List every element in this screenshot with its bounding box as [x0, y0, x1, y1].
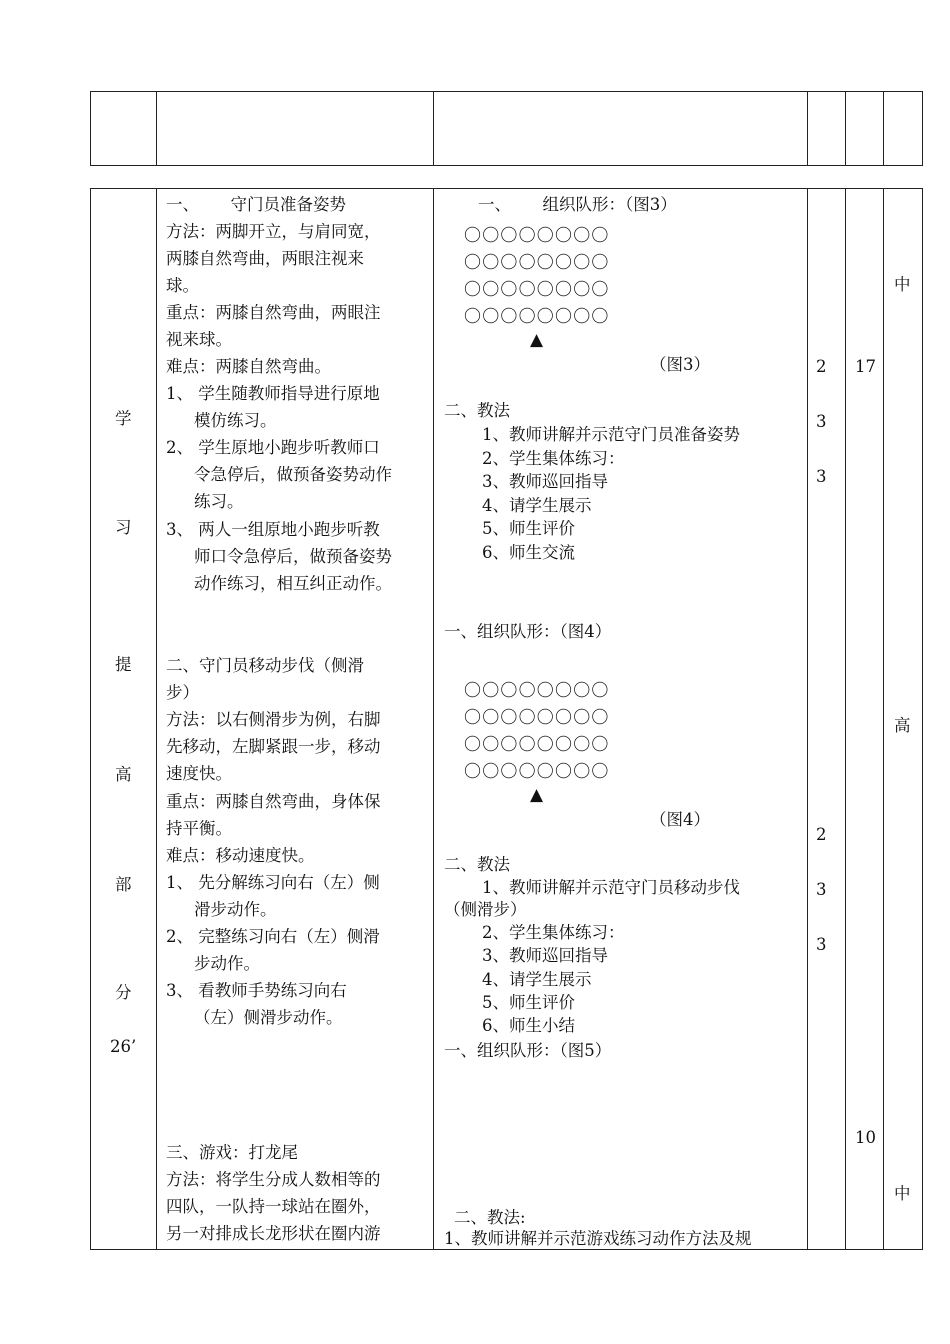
method1-line: 2、学生集体练习： — [482, 449, 625, 468]
method2-line: 1、教师讲解并示范守门员移动步伐 — [482, 878, 740, 897]
intensity-value: 中 — [894, 275, 911, 294]
section-char: 部 — [115, 875, 132, 894]
formation2-row: 〇〇〇〇〇〇〇〇 — [464, 681, 610, 701]
item1-line: 动作练习，相互纠正动作。 — [194, 574, 392, 593]
col-divider — [883, 189, 884, 1249]
item2-line: 步） — [166, 683, 199, 702]
method1-line: 1、教师讲解并示范守门员准备姿势 — [482, 425, 740, 444]
item2-line: 2、 完整练习向右（左）侧滑 — [166, 927, 380, 946]
method3-title: 二、教法: — [454, 1208, 526, 1227]
top-col-divider — [883, 92, 884, 165]
col-divider — [433, 189, 434, 1249]
item2-line: 1、 先分解练习向右（左）侧 — [166, 873, 380, 892]
formation2-caption: （图4） — [650, 810, 710, 829]
formation1-row: 〇〇〇〇〇〇〇〇 — [464, 307, 610, 327]
section-char: 提 — [115, 655, 132, 674]
intensity-value: 中 — [894, 1184, 911, 1203]
item2-line: 步动作。 — [194, 954, 260, 973]
item2-line: 速度快。 — [166, 764, 232, 783]
formation2-row: 〇〇〇〇〇〇〇〇 — [464, 708, 610, 728]
item1-line: 1、 学生随教师指导进行原地 — [166, 384, 380, 403]
method2-line: 5、师生评价 — [482, 993, 575, 1012]
intensity-value: 高 — [894, 716, 911, 735]
method2-line: 4、请学生展示 — [482, 970, 592, 989]
method2-title: 二、教法 — [444, 855, 510, 874]
method2-line: （侧滑步） — [444, 900, 527, 919]
formation3-title: 一、组织队形：（图5） — [444, 1041, 612, 1060]
teacher-marker-icon: ▲ — [530, 785, 544, 805]
formation1-row: 〇〇〇〇〇〇〇〇 — [464, 253, 610, 273]
item1-title: 一、 守门员准备姿势 — [166, 195, 346, 214]
top-col-divider — [156, 92, 157, 165]
count-value: 2 — [816, 357, 827, 376]
teacher-marker-icon: ▲ — [530, 330, 544, 350]
item3-line: 方法：将学生分成人数相等的 — [166, 1170, 381, 1189]
count-value: 3 — [816, 467, 827, 486]
item1-line: 3、 两人一组原地小跑步听教 — [166, 520, 380, 539]
count-value: 2 — [816, 825, 827, 844]
formation1-title: 一、 组织队形：（图3） — [478, 195, 677, 214]
formation1-row: 〇〇〇〇〇〇〇〇 — [464, 226, 610, 246]
formation2-row: 〇〇〇〇〇〇〇〇 — [464, 735, 610, 755]
method1-line: 5、师生评价 — [482, 519, 575, 538]
method2-line: 3、教师巡回指导 — [482, 946, 608, 965]
item3-line: 四队，一队持一球站在圈外， — [166, 1197, 381, 1216]
section-char: 高 — [115, 765, 132, 784]
item1-line: 视来球。 — [166, 330, 232, 349]
item1-line: 重点：两膝自然弯曲，两眼注 — [166, 303, 381, 322]
top-col-divider — [807, 92, 808, 165]
item1-line: 2、 学生原地小跑步听教师口 — [166, 438, 380, 457]
count-value: 3 — [816, 412, 827, 431]
section-char: 习 — [115, 518, 132, 537]
method2-line: 2、学生集体练习： — [482, 923, 625, 942]
item1-line: 两膝自然弯曲，两眼注视来 — [166, 249, 364, 268]
formation1-caption: （图3） — [650, 355, 710, 374]
item1-line: 令急停后，做预备姿势动作 — [194, 465, 392, 484]
time-value: 17 — [855, 357, 876, 376]
col-divider — [807, 189, 808, 1249]
item1-line: 方法：两脚开立，与肩同宽， — [166, 222, 381, 241]
item2-line: 方法：以右侧滑步为例，右脚 — [166, 710, 381, 729]
col-divider — [845, 189, 846, 1249]
method3-line: 1、教师讲解并示范游戏练习动作方法及规 — [444, 1229, 752, 1248]
item3-title: 三、游戏：打龙尾 — [166, 1143, 298, 1162]
section-char: 分 — [115, 983, 132, 1002]
item3-line: 另一对排成长龙形状在圈内游 — [166, 1224, 381, 1243]
top-col-divider — [845, 92, 846, 165]
time-value: 10 — [855, 1128, 876, 1147]
method1-line: 4、请学生展示 — [482, 496, 592, 515]
item2-line: 滑步动作。 — [194, 900, 277, 919]
formation2-row: 〇〇〇〇〇〇〇〇 — [464, 762, 610, 782]
item2-line: 3、 看教师手势练习向右 — [166, 981, 347, 1000]
item2-line: （左）侧滑步动作。 — [194, 1008, 343, 1027]
section-duration: 26’ — [110, 1037, 137, 1056]
item2-line: 重点：两膝自然弯曲，身体保 — [166, 792, 381, 811]
item2-title: 二、守门员移动步伐（侧滑 — [166, 656, 364, 675]
item2-line: 难点：移动速度快。 — [166, 846, 315, 865]
method1-line: 6、师生交流 — [482, 543, 575, 562]
formation2-title: 一、组织队形：（图4） — [444, 622, 612, 641]
method2-line: 6、师生小结 — [482, 1016, 575, 1035]
count-value: 3 — [816, 880, 827, 899]
method1-title: 二、教法 — [444, 401, 510, 420]
item1-line: 难点：两膝自然弯曲。 — [166, 357, 331, 376]
section-char: 学 — [115, 409, 132, 428]
item1-line: 练习。 — [194, 492, 244, 511]
col-divider — [156, 189, 157, 1249]
count-value: 3 — [816, 935, 827, 954]
method1-line: 3、教师巡回指导 — [482, 472, 608, 491]
top-table — [90, 91, 923, 166]
item1-line: 模仿练习。 — [194, 411, 277, 430]
item1-line: 球。 — [166, 276, 199, 295]
item1-line: 师口令急停后，做预备姿势 — [194, 547, 392, 566]
top-col-divider — [433, 92, 434, 165]
item2-line: 持平衡。 — [166, 819, 232, 838]
formation1-row: 〇〇〇〇〇〇〇〇 — [464, 280, 610, 300]
item2-line: 先移动，左脚紧跟一步，移动 — [166, 737, 381, 756]
